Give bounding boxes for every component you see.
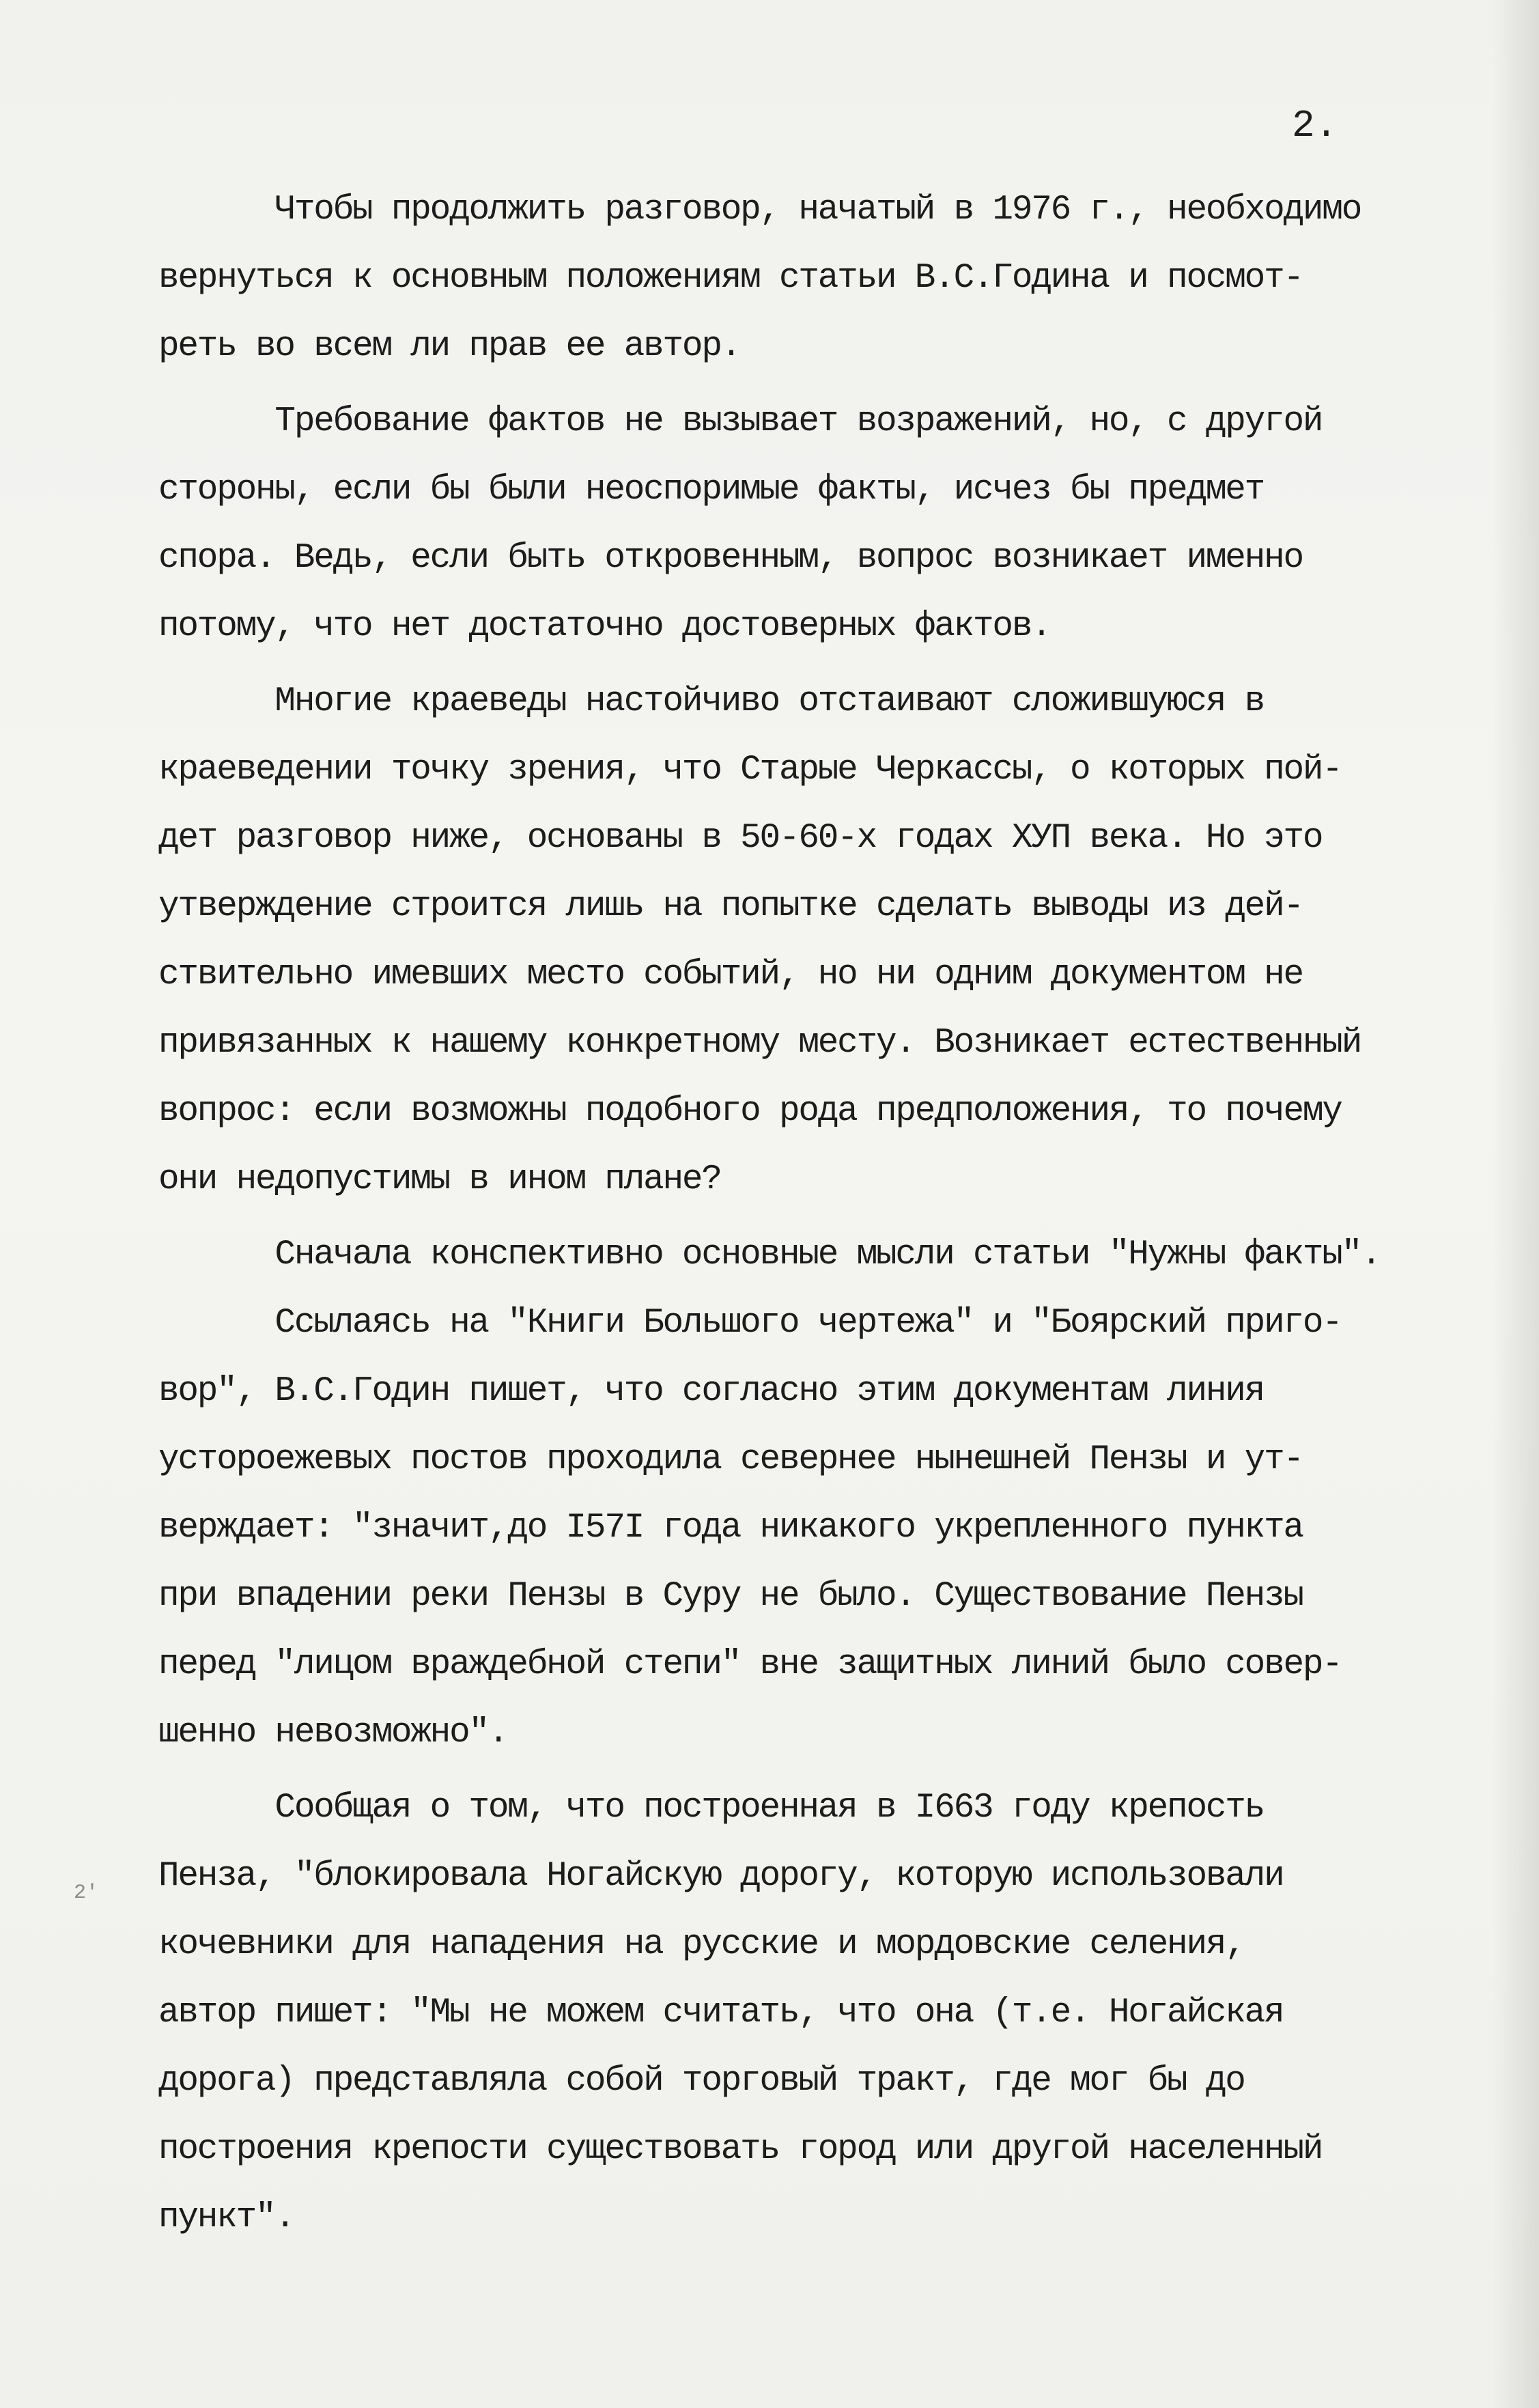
text-line: они недопустимы в ином плане? <box>158 1160 721 1199</box>
paragraph <box>158 388 1490 661</box>
text-line: реть во всем ли прав ее автор. <box>158 327 741 366</box>
paragraph <box>158 668 1490 1214</box>
text-line: устороежевых постов проходила севернее нынешней Пензы и ут- <box>158 1440 1303 1479</box>
body-text <box>158 176 1490 2252</box>
text-line: при впадении реки Пензы в Суру не было. Существование Пензы <box>158 1577 1303 1616</box>
text-line: автор пишет: "Мы не можем считать, что она (т.е. Ногайская <box>158 1993 1284 2032</box>
text-line: верждает: "значит,до I57I года никакого укрепленного пункта <box>158 1509 1303 1548</box>
text-line: ствительно имевших место событий, но ни одним документом не <box>158 955 1303 994</box>
text-line: потому, что нет достаточно достоверных фактов. <box>158 607 1051 646</box>
page-number: 2. <box>1292 104 1338 148</box>
text-line: шенно невозможно". <box>158 1713 508 1752</box>
paragraph <box>158 1774 1490 2252</box>
text-line: вор", В.С.Годин пишет, что согласно этим документам линия <box>158 1372 1265 1411</box>
text-line: стороны, если бы были неоспоримые факты, исчез бы предмет <box>158 471 1265 509</box>
page-edge-shadow <box>1491 0 1539 2408</box>
text-line: Ссылаясь на "Книги Большого чертежа" и "Боярский приго- <box>158 1304 1342 1343</box>
paragraph <box>158 1221 1490 1289</box>
text-line: пункт". <box>158 2198 294 2237</box>
text-line: Многие краеведы настойчиво отстаивают сложившуюся в <box>158 682 1265 721</box>
text-line: Сообщая о том, что построенная в I663 году крепость <box>158 1789 1265 1828</box>
text-line: вопрос: если возможны подобного рода предположения, то почему <box>158 1092 1342 1131</box>
text-line: Пенза, "блокировала Ногайскую дорогу, которую использовали <box>158 1857 1284 1896</box>
text-line: построения крепости существовать город или другой населенный <box>158 2130 1323 2169</box>
paragraph <box>158 176 1490 381</box>
text-line: дорога) представляла собой торговый тракт, где мог бы до <box>158 2062 1245 2101</box>
text-line: Требование фактов не вызывает возражений, но, с другой <box>158 402 1323 441</box>
text-line: дет разговор ниже, основаны в 50-60-х годах ХУП века. Но это <box>158 819 1323 858</box>
text-line: Чтобы продолжить разговор, начатый в 1976 г., необходимо <box>158 191 1361 229</box>
text-line: Сначала конспективно основные мысли статьи "Нужны факты". <box>158 1235 1381 1274</box>
text-line: кочевники для нападения на русские и мордовские селения, <box>158 1925 1245 1964</box>
text-line: краеведении точку зрения, что Старые Черкассы, о которых пой- <box>158 751 1342 789</box>
margin-mark: 2' <box>74 1881 99 1905</box>
text-line: перед "лицом враждебной степи" вне защитных линий было совер- <box>158 1645 1342 1684</box>
text-line: привязанных к нашему конкретному месту. Возникает естественный <box>158 1024 1361 1063</box>
text-line: спора. Ведь, если быть откровенным, вопрос возникает именно <box>158 539 1303 578</box>
text-line: вернуться к основным положениям статьи В.С.Година и посмот- <box>158 259 1303 298</box>
text-line: утверждение строится лишь на попытке сделать выводы из дей- <box>158 887 1303 926</box>
paragraph <box>158 1289 1490 1767</box>
